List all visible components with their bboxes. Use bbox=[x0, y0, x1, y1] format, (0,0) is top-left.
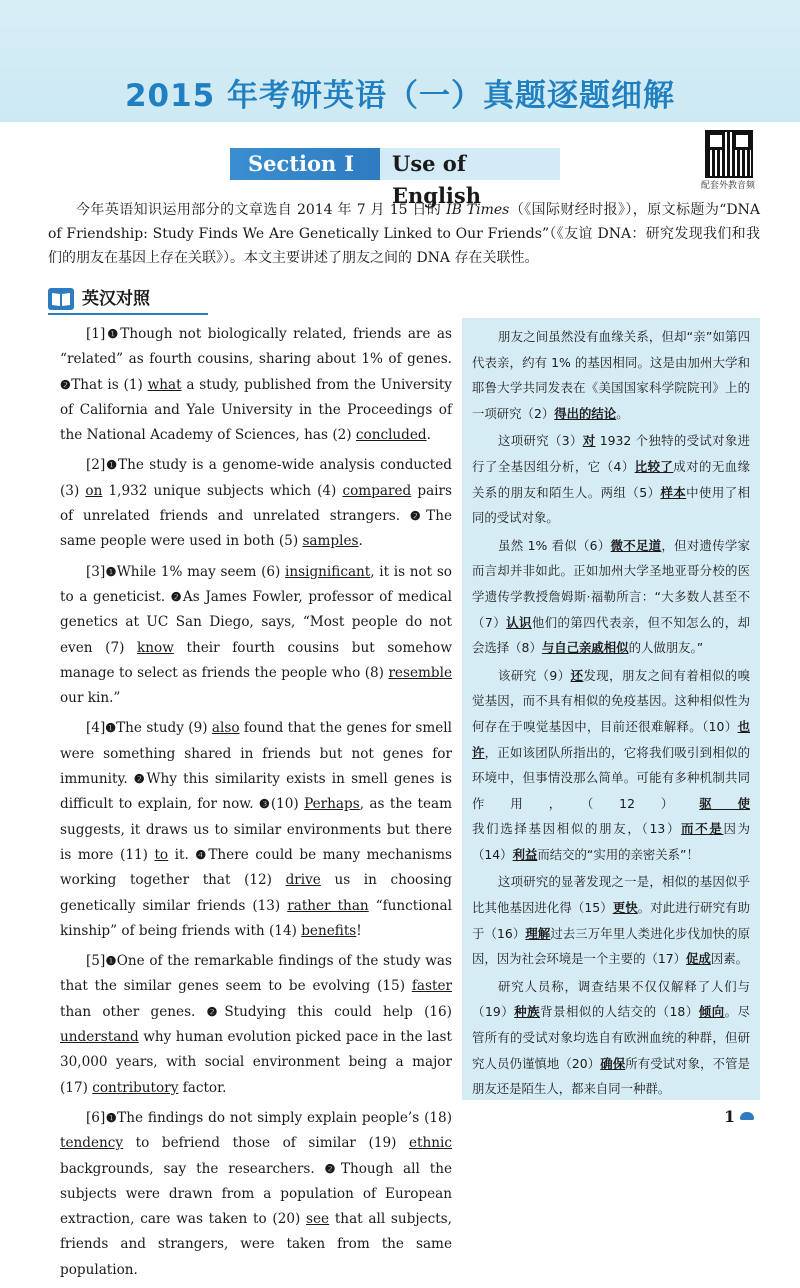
section-label: Section bbox=[248, 151, 337, 176]
subsection-rule bbox=[48, 313, 208, 315]
chinese-paragraph-1: 朋友之间虽然没有血缘关系，但却“亲”如第四代表亲，约有 1% 的基因相同。这是由加州大学和耶鲁大学共同发表在《美国国家科学院院刊》上的一项研究（2）得出的结论。 bbox=[472, 329, 750, 421]
intro-text-2: （《国际财经时报》），原文标题为“DNA of Friendship: Study Finds We Are Genetically Linked to Our Friends”（《友谊 DNA：研究发现我们和我们的朋友在基因上存在关联》）。本文主要讲述了朋友之间的 DNA 存在关联性。 bbox=[48, 202, 760, 266]
intro-text-1: 今年英语知识运用部分的文章选自 2014 年 7 月 15 日的 bbox=[76, 202, 447, 218]
page-number: 1 bbox=[724, 1107, 736, 1126]
english-paragraph-1: [1]❶Though not biologically related, friends are as “related” as fourth cousins, sharing about 1% of genes. ❷That is (1) what a study, published from the University of California and Yale University in the Proceedings of the National Academy of Sciences, has (2) concluded. bbox=[60, 326, 452, 444]
qr-code[interactable] bbox=[705, 130, 753, 178]
english-paragraph-4: [4]❶The study (9) also found that the genes for smell were something shared in friends but not genes for immunity. ❷Why this similarity exists in smell genes is difficult to explain, for now. ❸(10) Perhaps, as the team suggests, it draws us to similar environments but there is more (11) to it. ❹There could be many mechanisms working together that (12) drive us in choosing genetically similar friends (13) rather than “functional kinship” of being friends with (14) benefits! bbox=[60, 720, 453, 939]
subsection-title: 英汉对照 bbox=[82, 289, 150, 309]
section-name: Use of English bbox=[380, 148, 560, 180]
chinese-paragraph-4: 该研究（9）还发现，朋友之间有着相似的嗅觉基因，而不具有相似的免疫基因。这种相似性为何存在于嗅觉基因中，目前还很难解释。（10）也许，正如该团队所指出的，它将我们吸引到相似的环境中，但事情没那么简单。可能有多种机制共同作用，（12）驱使我们选择基因相似的朋友，（13）而不是因为（14）利益而结交的“实用的亲密关系”！ bbox=[472, 667, 751, 862]
chinese-paragraph-5: 这项研究的显著发现之一是，相似的基因似乎比其他基因进化得（15）更快。对此进行研究有助于（16）理解过去三万年里人类进化步伐加快的原因，因为社会环境是一个主要的（17）促成因素。 bbox=[472, 874, 751, 967]
english-paragraph-2: [2]❶The study is a genome-wide analysis conducted (3) on 1,932 unique subjects which (4) compared pairs of unrelated friends and unrelated strangers. ❷The same people were used in both (5) samples. bbox=[60, 457, 453, 550]
page-decoration-icon bbox=[740, 1112, 754, 1120]
english-paragraph-6: [6]❶The findings do not simply explain people’s (18) tendency to befriend those of similar (19) ethnic backgrounds, say the researchers. ❷Though all the subjects were drawn from a population of European extraction, care was taken to (20) see that all subjects, friends and strangers, were taken from the same population. bbox=[60, 1109, 453, 1278]
page-title: 2015 年考研英语（一）真题逐题细解 bbox=[124, 78, 676, 114]
book-icon bbox=[48, 288, 74, 310]
english-paragraph-3: [3]❶While 1% may seem (6) insignificant, it is not so to a geneticist. ❷As James Fowler, professor of medical genetics at UC San Diego, says, “Most people do not even (7) know their fourth cousins but somehow manage to select as friends the people who (8) resemble our kin.” bbox=[60, 563, 452, 707]
section-label-box bbox=[230, 148, 380, 180]
chinese-translation bbox=[462, 318, 760, 1100]
subsection-header bbox=[48, 286, 760, 314]
chinese-paragraph-3: 虽然 1% 看似（6）微不足道，但对遗传学家而言却并非如此。正如加州大学圣地亚哥分校的医学遗传学教授詹姆斯·福勒所言：“大多数人甚至不（7）认识他们的第四代表亲，但不知怎么的，却会选择（8）与自己亲戚相似的人做朋友。” bbox=[472, 537, 751, 656]
chinese-paragraph-6: 研究人员称，调查结果不仅仅解释了人们与（19）种族背景相似的人结交的（18）倾向。尽管所有的受试对象均选自有欧洲血统的种群，但研究人员仍谨慎地（20）确保所有受试对象，不管是朋友还是陌生人，都来自同一种群。 bbox=[472, 978, 751, 1097]
intro-paragraph bbox=[48, 198, 760, 270]
chinese-paragraph-2: 这项研究（3）对 1932 个独特的受试对象进行了全基因组分析，它（4）比较了成对的无血缘关系的朋友和陌生人。两组（5）样本中使用了相同的受试对象。 bbox=[472, 433, 751, 526]
english-text bbox=[60, 322, 452, 1288]
english-paragraph-5: [5]❶One of the remarkable findings of the study was that the similar genes seem to be evolving (15) faster than other genes. ❷Studying this could help (16) understand why human evolution picked pace in the last 30,000 years, with social environment being a major (17) contributory factor. bbox=[60, 953, 452, 1096]
section-banner bbox=[230, 148, 560, 208]
intro-source: IB Times bbox=[446, 202, 510, 218]
section-number: Ⅰ bbox=[344, 151, 355, 176]
qr-caption: 配套外教音频 bbox=[700, 181, 755, 191]
